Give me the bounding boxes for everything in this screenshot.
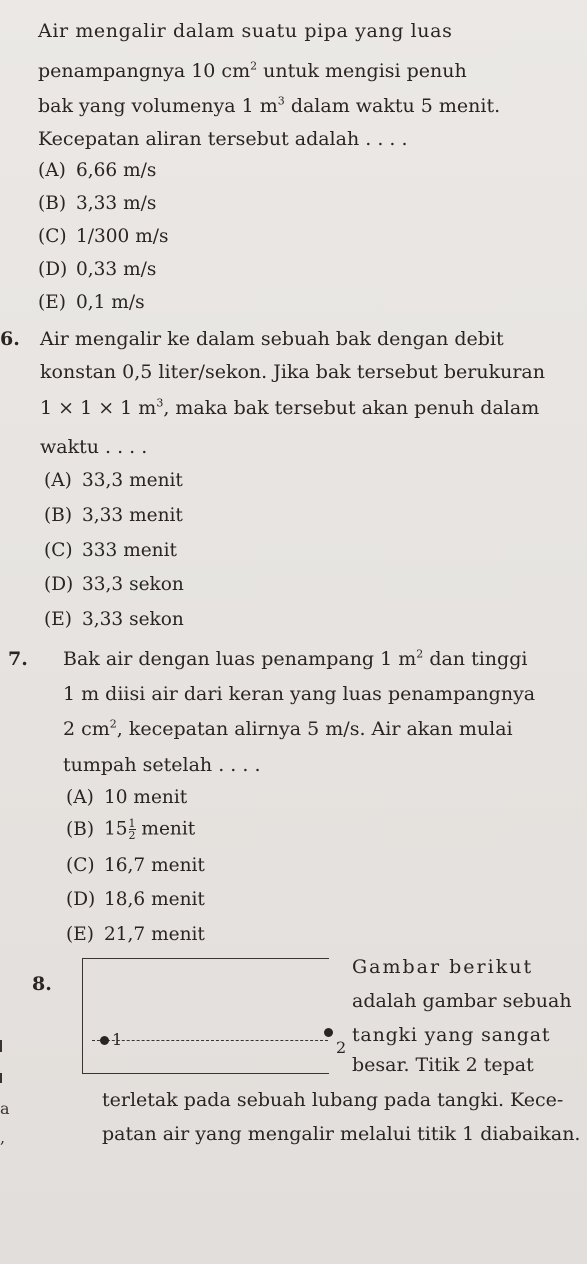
q8-line-5: terletak pada sebuah lubang pada tangki. Kece- [102,1089,564,1111]
q5-option-a: (A) 6,66 m/s [38,160,157,181]
margin-fragment-1: a [0,1099,10,1118]
point-1-label: 1 [112,1030,123,1049]
point-2-label: 2 [336,1038,347,1057]
q8-line-6: patan air yang mengalir melalui titik 1 diabaikan. [102,1123,581,1145]
point-1-dot [100,1036,109,1045]
q5-line-1: Air mengalir dalam suatu pipa yang luas [38,20,453,42]
q6-option-b: (B) 3,33 menit [44,505,183,526]
q7-line-4: tumpah setelah . . . . [63,754,261,776]
q5-option-e: (E) 0,1 m/s [38,292,145,313]
margin-tick-1 [0,1040,2,1052]
q7-line-3: 2 $cm^2$, kecepatan alirnya 5 m/s. Air akan mulai [63,717,513,740]
q8-number: 8. [32,973,52,995]
q6-option-c: (C) 333 menit [44,540,177,561]
q5-line-3: bak yang volumenya 1 $m^3$ dalam waktu 5 menit. [38,94,501,117]
q6-line-2: konstan 0,5 liter/sekon. Jika bak tersebut berukuran [40,361,545,383]
q7-option-e: (E) 21,7 menit [66,924,205,945]
margin-tick-2 [0,1073,2,1083]
q7-line-1: Bak air dengan luas penampang 1 $m^2$ dan tinggi [63,647,528,670]
q5-line-4: Kecepatan aliran tersebut adalah . . . . [38,128,408,150]
q7-option-c: (C) 16,7 menit [66,855,205,876]
q5-line-2: penampangnya 10 $cm^2$ untuk mengisi penuh [38,59,467,82]
q6-option-d: (D) 33,3 sekon [44,574,184,595]
fraction-one-half: $\frac{1}{2}$ [128,817,136,842]
q8-right-line-4: besar. Titik 2 tepat [352,1054,534,1076]
q7-option-b: (B) 15 $\frac{1}{2}$ menit [66,817,196,842]
q7-option-d: (D) 18,6 menit [66,889,205,910]
q8-right-line-1: Gambar berikut [352,956,534,978]
q6-number: 6. [0,328,20,350]
q5-option-d: (D) 0,33 m/s [38,259,157,280]
q7-number: 7. [8,648,28,670]
q5-option-c: (C) 1/300 m/s [38,226,169,247]
q6-line-4: waktu . . . . [40,436,148,458]
tank-diagram [82,958,329,1074]
q6-line-3: 1 × 1 × 1 $m^3$, maka bak tersebut akan penuh dalam [40,396,540,419]
water-level-dashed-line [92,1040,328,1041]
q5-option-b: (B) 3,33 m/s [38,193,157,214]
q6-option-a: (A) 33,3 menit [44,470,183,491]
q8-right-line-3: tangki yang sangat [352,1024,551,1046]
q7-option-a: (A) 10 menit [66,787,188,808]
q7-line-2: 1 m diisi air dari keran yang luas penampangnya [63,683,536,705]
point-2-dot [324,1028,333,1037]
q6-line-1: Air mengalir ke dalam sebuah bak dengan debit [40,328,504,350]
q6-option-e: (E) 3,33 sekon [44,609,184,630]
q8-right-line-2: adalah gambar sebuah [352,990,572,1012]
margin-fragment-2: , [0,1128,6,1147]
